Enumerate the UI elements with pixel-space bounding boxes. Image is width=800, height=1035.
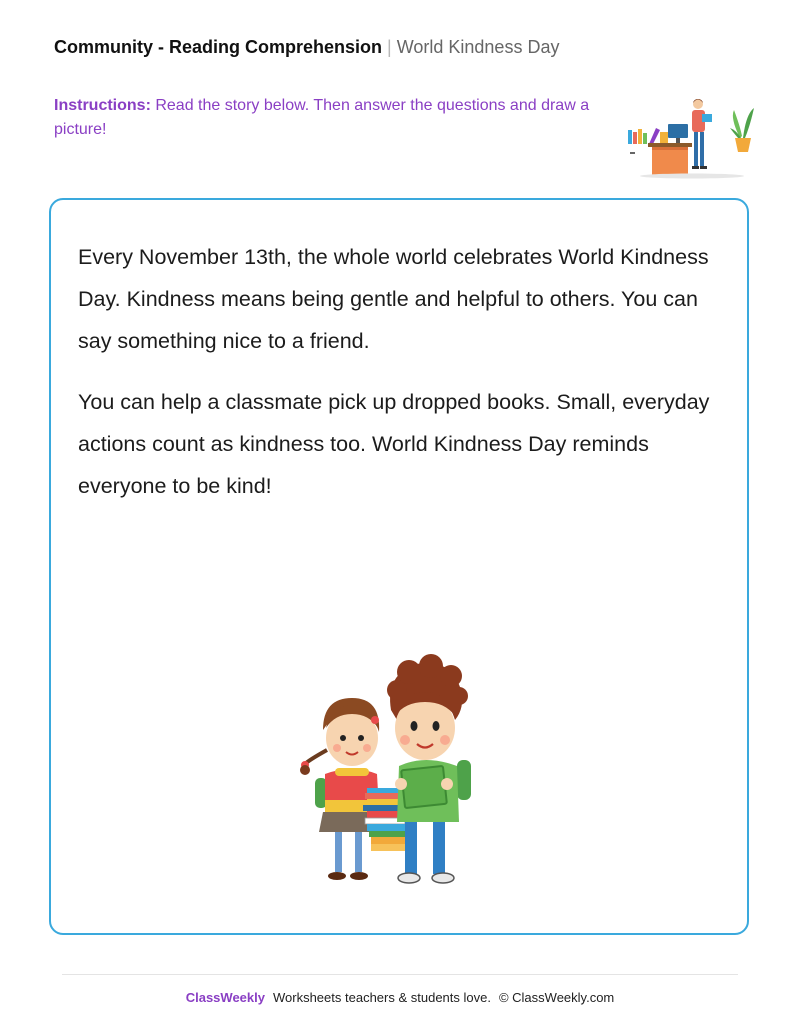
instructions-text: Read the story below. Then answer the questions and draw a picture! [54,97,590,138]
story-text [78,236,718,526]
worksheet-header [54,37,559,58]
footer-copyright: © ClassWeekly.com [498,990,615,1005]
footer-divider [62,974,738,975]
instructions [54,94,614,142]
footer-tagline: Worksheets teachers & students love. [272,990,491,1005]
story-box [49,198,749,935]
kids-with-books-illustration [297,650,513,890]
teacher-at-desk-illustration [622,96,758,180]
story-paragraph-1: Every November 13th, the whole world celebrates World Kindness Day. Kindness means being gentle and helpful to others. You can say something nice to a friend. [78,245,709,353]
header-separator: | [387,37,392,57]
topic-title: World Kindness Day [396,37,560,57]
footer-brand: ClassWeekly [185,990,265,1005]
footer [0,990,800,1005]
story-paragraph-2: You can help a classmate pick up dropped books. Small, everyday actions count as kindness too. World Kindness Day reminds everyone to be kind! [78,390,710,498]
subject-title: Community - Reading Comprehension [54,37,383,57]
instructions-label: Instructions: [54,97,151,114]
